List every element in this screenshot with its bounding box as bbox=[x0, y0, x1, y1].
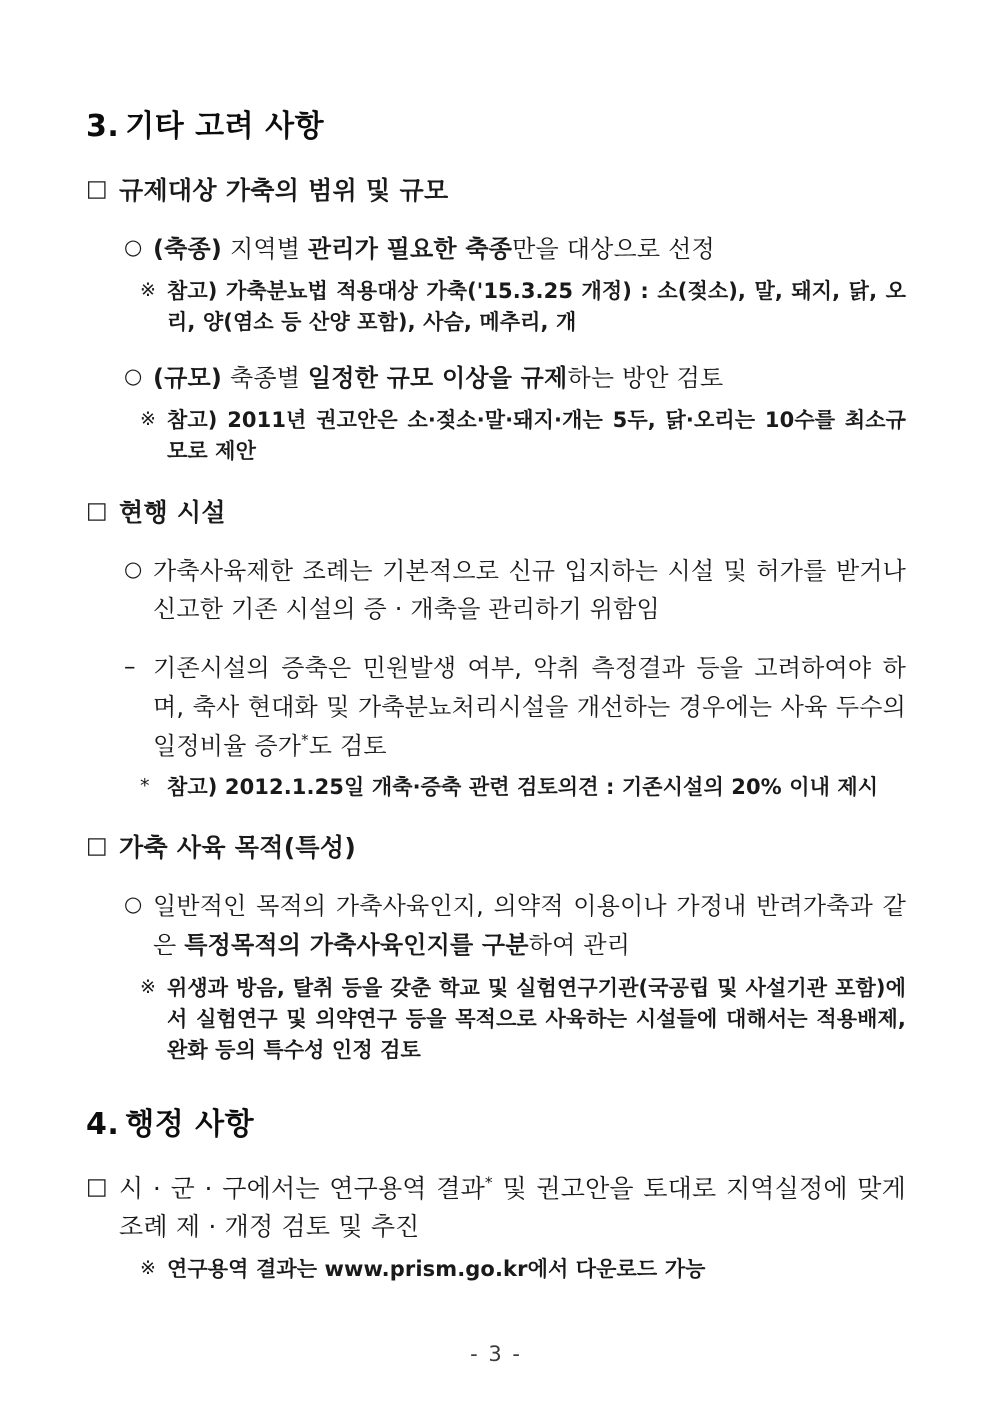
subsection-heading-breeding-purpose bbox=[86, 829, 906, 867]
list-item-scale-text bbox=[153, 359, 906, 398]
purpose-plain-1: 일반적인 목적의 가축사육인지, 의약적 이용이나 가정내 반려가축과 같은 bbox=[153, 892, 906, 959]
section-4-number: 4. bbox=[86, 1107, 120, 1142]
square-bullet-icon: □ bbox=[86, 497, 108, 524]
circle-bullet-icon: ○ bbox=[124, 892, 143, 917]
note-scale-recommendation bbox=[86, 405, 906, 467]
list-item-species bbox=[86, 230, 906, 269]
note-research-download bbox=[86, 1254, 906, 1285]
reference-mark-icon: ※ bbox=[140, 1256, 156, 1279]
note-scale-recommendation-text: 참고) 2011년 권고안은 소·젖소·말·돼지·개는 5두, 닭·오리는 10수를 최소규모로 제안 bbox=[167, 408, 906, 464]
footnote-remodeling-opinion-text: 참고) 2012.1.25일 개축·증축 관련 검토의견 : 기존시설의 20% 이내 제시 bbox=[167, 774, 879, 799]
section-3-heading bbox=[86, 108, 906, 146]
note-research-download-text: 연구용역 결과는 www.prism.go.kr에서 다운로드 가능 bbox=[167, 1256, 706, 1281]
note-species-law-text: 참고) 가축분뇨법 적용대상 가축('15.3.25 개정) : 소(젖소), 말, 돼지, 닭, 오리, 양(염소 등 산양 포함), 사슴, 메추리, 개 bbox=[167, 279, 906, 335]
subsection-heading-scope-label: 규제대상 가축의 범위 및 규모 bbox=[119, 175, 449, 205]
scale-plain-2: 하는 방안 검토 bbox=[567, 363, 724, 392]
dash-bullet-icon: – bbox=[124, 654, 136, 681]
subsection-heading-breeding-purpose-label: 가축 사육 목적(특성) bbox=[119, 833, 357, 863]
section-3-number: 3. bbox=[86, 109, 120, 144]
note-research-institution-exemption bbox=[86, 973, 906, 1066]
footnote-star-icon: * bbox=[484, 1173, 493, 1192]
list-item-ordinance-purpose bbox=[86, 552, 906, 630]
purpose-plain-2: 하여 관리 bbox=[528, 930, 631, 959]
list-item-local-government-action bbox=[86, 1170, 906, 1246]
note-species-law bbox=[86, 276, 906, 338]
reference-mark-icon: ※ bbox=[140, 975, 156, 998]
list-item-extension-review-text bbox=[153, 649, 906, 766]
square-bullet-icon: □ bbox=[86, 175, 108, 202]
list-item-extension-review bbox=[86, 649, 906, 766]
section-4-title: 행정 사항 bbox=[125, 1107, 255, 1142]
extension-review-part-2: 도 검토 bbox=[308, 732, 387, 761]
purpose-bold: 특정목적의 가축사육인지를 구분 bbox=[184, 930, 529, 959]
circle-bullet-icon: ○ bbox=[124, 556, 143, 581]
list-item-species-text bbox=[153, 230, 906, 269]
section-4-heading bbox=[86, 1106, 906, 1144]
list-item-purpose-classification-text bbox=[153, 887, 906, 965]
list-item-scale bbox=[86, 359, 906, 398]
scale-bold-mid: 일정한 규모 이상을 규제 bbox=[307, 363, 568, 392]
list-item-ordinance-purpose-text: 가축사육제한 조례는 기본적으로 신규 입지하는 시설 및 허가를 받거나 신고한 기존 시설의 증 · 개축을 관리하기 위함임 bbox=[153, 556, 906, 624]
scale-plain-1: 축종별 bbox=[222, 363, 308, 392]
scale-bold-lead: (규모) bbox=[153, 363, 223, 392]
species-bold-lead: (축종) bbox=[153, 234, 223, 263]
footnote-remodeling-opinion bbox=[86, 772, 906, 803]
species-bold-mid: 관리가 필요한 축종 bbox=[307, 234, 513, 263]
subsection-heading-existing-facilities-label: 현행 시설 bbox=[119, 497, 226, 527]
subsection-heading-existing-facilities bbox=[86, 494, 906, 532]
note-research-institution-exemption-text: 위생과 방음, 탈취 등을 갖춘 학교 및 실험연구기관(국공립 및 사설기관 포함)에서 실험연구 및 의약연구 등을 목적으로 사육하는 시설들에 대해서는 적용배제, 완화 등의 특수성 인정 검토 bbox=[167, 975, 906, 1062]
reference-mark-icon: ※ bbox=[140, 279, 156, 302]
species-plain-1: 지역별 bbox=[222, 234, 308, 263]
footnote-star-icon: * bbox=[301, 731, 309, 750]
subsection-heading-scope bbox=[86, 172, 906, 210]
square-bullet-icon: □ bbox=[86, 1173, 108, 1200]
circle-bullet-icon: ○ bbox=[124, 234, 143, 259]
local-action-part-1: 시 · 군 · 구에서는 연구용역 결과 bbox=[119, 1173, 485, 1203]
square-bullet-icon: □ bbox=[86, 833, 108, 860]
page-number: - 3 - bbox=[470, 1342, 522, 1366]
local-action-part-2: 및 권고안을 토대로 지역실정에 맞게 조례 제 · 개정 검토 및 추진 bbox=[119, 1173, 906, 1241]
list-item-purpose-classification bbox=[86, 887, 906, 965]
extension-review-part-1: 기존시설의 증축은 민원발생 여부, 악취 측정결과 등을 고려하여야 하며, 축사 현대화 및 가축분뇨처리시설을 개선하는 경우에는 사육 두수의 일정비율 증가 bbox=[153, 654, 906, 761]
section-3-title: 기타 고려 사항 bbox=[125, 109, 325, 144]
circle-bullet-icon: ○ bbox=[124, 363, 143, 388]
species-plain-2: 만을 대상으로 선정 bbox=[512, 234, 715, 263]
reference-mark-icon: ※ bbox=[140, 408, 156, 431]
asterisk-mark-icon: * bbox=[140, 774, 150, 797]
list-item-local-government-action-text bbox=[119, 1170, 906, 1246]
